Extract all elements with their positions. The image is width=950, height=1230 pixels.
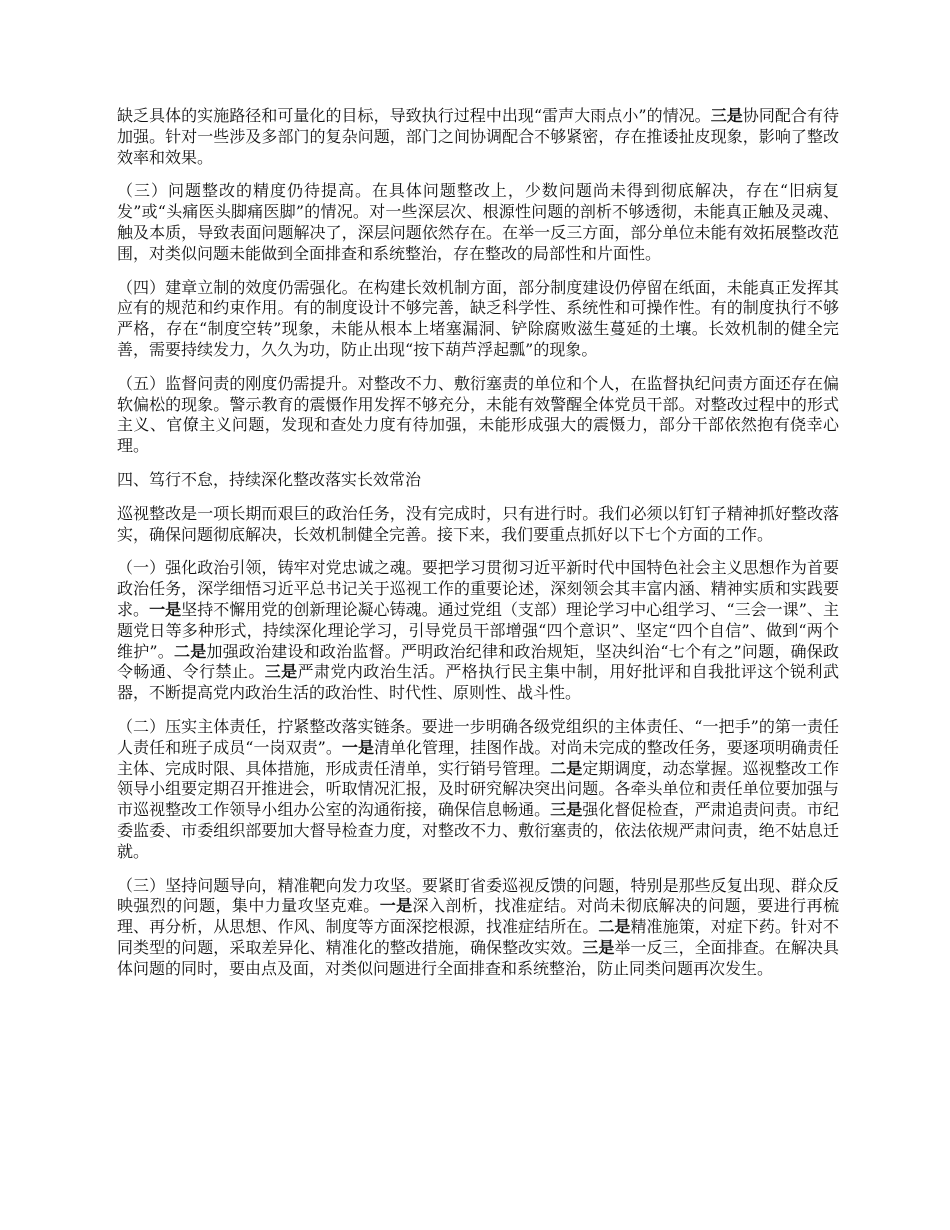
text-run: 四、笃行不怠，持续深化整改落实长效常治 (117, 469, 422, 489)
paragraph (117, 558, 839, 704)
text-run: 清单化管理，挂图作战。对尚未完成的整改任务，要逐项明确责任主体、完成时限、具体措施，形成责任清单，实行销号管理。 (117, 737, 839, 778)
text-run: （四）建章立制的效度仍需强化。在构建长效机制方面，部分制度建设仍停留在纸面，未能真正发挥其应有的规范和约束作用。有的制度设计不够完善，缺乏科学性、系统性和可操作性。有的制度执行不够严格，存在“制度空转”现象，未能从根本上堵塞漏洞、铲除腐败滋生蔓延的土壤。长效机制的健全完善，需要持续发力，久久为功，防止出现“按下葫芦浮起瓢”的现象。 (117, 277, 839, 359)
bold-text-run: 一是 (379, 896, 413, 916)
section-heading (117, 470, 839, 491)
paragraph (117, 374, 839, 457)
text-run: （五）监督问责的刚度仍需提升。对整改不力、敷衍塞责的单位和个人，在监督执纪问责方面还存在偏软偏松的现象。警示教育的震慑作用发挥不够充分，未能有效警醒全体党员干部。对整改过程中的形式主义、官僚主义问题，发现和查处力度有待加强，未能形成强大的震慑力，部分干部依然抱有侥幸心理。 (117, 373, 839, 456)
document-page (117, 106, 839, 992)
text-run: 定期调度，动态掌握。巡视整改工作领导小组要定期召开推进会，听取情况汇报，及时研究解决突出问题。各牵头单位和责任单位要加强与市巡视整改工作领导小组办公室的沟通衔接，确保信息畅通。 (117, 758, 839, 820)
text-run: 加强政治建设和政治监督。严明政治纪律和政治规矩，坚决纠治“七个有之”问题，确保政令畅通、令行禁止。 (117, 641, 839, 682)
paragraph (117, 181, 839, 264)
bold-text-run: 三是 (550, 800, 583, 820)
text-run: 协同配合有待加强。针对一些涉及多部门的复杂问题，部门之间协调配合不够紧密，存在推诿扯皮现象，影响了整改效率和效果。 (117, 106, 839, 167)
paragraph (117, 106, 839, 168)
bold-text-run: 一是 (341, 737, 374, 757)
text-run: 严肃党内政治生活。严格执行民主集中制，用好批评和自我批评这个锐利武器，不断提高党内政治生活的政治性、时代性、原则性、战斗性。 (117, 662, 839, 703)
bold-text-run: 一是 (149, 599, 182, 619)
paragraph (117, 278, 839, 361)
text-run: （三）坚持问题导向，精准靶向发力攻坚。要紧盯省委巡视反馈的问题，特别是那些反复出现、群众反映强烈的问题，集中力量攻坚克难。 (117, 875, 839, 916)
text-run: （三）问题整改的精度仍待提高。在具体问题整改上，少数问题尚未得到彻底解决，存在“旧病复发”或“头痛医头脚痛医脚”的情况。对一些深层次、根源性问题的剖析不够透彻，未能真正触及灵魂、触及本质，导致表面问题解决了，深层问题依然存在。在举一反三方面，部分单位未能有效拓展整改范围，对类似问题未能做到全面排查和系统整治，存在整改的局部性和片面性。 (117, 181, 839, 263)
text-run: （二）压实主体责任，拧紧整改落实链条。要进一步明确各级党组织的主体责任、“一把手”的第一责任人责任和班子成员“一岗双责”。 (117, 716, 839, 757)
text-run: 巡视整改是一项长期而艰巨的政治任务，没有完成时，只有进行时。我们必须以钉钉子精神抓好整改落实，确保问题彻底解决，长效机制健全完善。接下来，我们要重点抓好以下七个方面的工作。 (117, 503, 839, 544)
text-run: 坚持不懈用党的创新理论凝心铸魂。通过党组（支部）理论学习中心组学习、“三会一课”、主题党日等多种形式，持续深化理论学习，引导党员干部增强“四个意识”、坚定“四个自信”、做到“两个维护”。 (117, 599, 839, 661)
bold-text-run: 三是 (582, 937, 615, 957)
paragraph (117, 504, 839, 546)
text-run: 举一反三，全面排查。在解决具体问题的同时，要由点及面，对类似问题进行全面排查和系统整治，防止同类问题再次发生。 (117, 937, 839, 978)
paragraph (117, 717, 839, 863)
bold-text-run: 二是 (174, 641, 207, 661)
bold-text-run: 二是 (550, 758, 583, 778)
paragraph (117, 876, 839, 980)
text-run: （一）强化政治引领，铸牢对党忠诚之魂。要把学习贯彻习近平新时代中国特色社会主义思想作为首要政治任务，深学细悟习近平总书记关于巡视工作的重要论述，深刻领会其丰富内涵、精神实质和实践要求。 (117, 558, 839, 619)
bold-text-run: 二是 (598, 917, 631, 937)
text-run: 缺乏具体的实施路径和可量化的目标，导致执行过程中出现“雷声大雨点小”的情况。 (117, 106, 711, 125)
bold-text-run: 三是 (264, 662, 298, 682)
text-run: 精准施策，对症下药。针对不同类型的问题，采取差异化、精准化的整改措施，确保整改实效。 (117, 917, 839, 957)
text-run: 强化督促检查，严肃追责问责。市纪委监委、市委组织部要加大督导检查力度，对整改不力、敷衍塞责的，依法依规严肃问责，绝不姑息迁就。 (117, 800, 839, 861)
text-run: 深入剖析，找准症结。对尚未彻底解决的问题，要进行再梳理、再分析，从思想、作风、制度等方面深挖根源，找准症结所在。 (117, 896, 839, 937)
bold-text-run: 三是 (710, 106, 743, 125)
